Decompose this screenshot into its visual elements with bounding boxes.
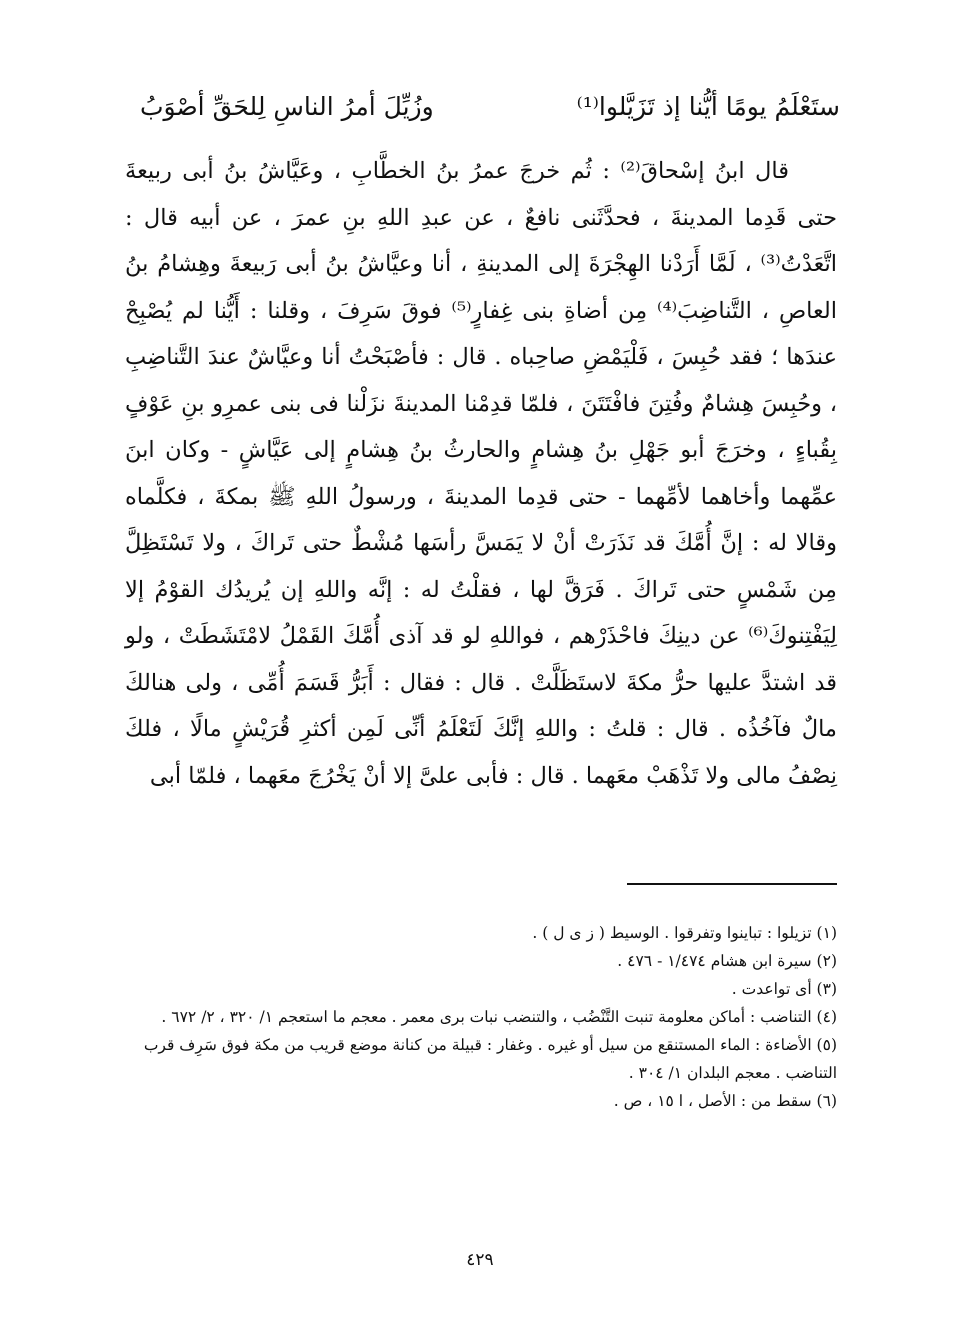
footnote-divider	[627, 883, 837, 885]
main-text	[125, 148, 837, 799]
verse-right-hemistich: ستَعْلَمُ يومًا أيُّنا إذ تَزَيَّلوا⁽¹⁾	[576, 91, 840, 121]
footnotes	[125, 919, 837, 1115]
footnote-3: (٣) أى تواعدت .	[731, 980, 837, 998]
footnote-1: (١) تزيلوا : تباينوا وتفرقوا . الوسيط ( ز ى ل ) .	[532, 924, 837, 942]
footnote-4: (٤) التناضب : أماكن معلومة تنبت التَّنْضُب ، والتنضب نبات برى معمر . معجم ما استعجم ١/ ٣٢٠ ، ٢/ ٦٧٢ .	[161, 1008, 837, 1026]
footnote-2: (٢) سيرة ابن هشام ١/٤٧٤ - ٤٧٦ .	[617, 952, 837, 970]
footnote-6: (٦) سقط من : الأصل ، ا ١٥ ، ص .	[613, 1092, 837, 1110]
verse-left-hemistich: وزُيِّلَ أمرُ الناسِ لِلحَقِّ أصْوَبُ	[140, 91, 434, 121]
page-number: ٤٢٩	[466, 1250, 494, 1270]
footnote-5: (٥) الأضاءة : الماء المستنقع من سيل أو غيره . وغفار : قبيلة من كنانة موضع قريب من مكة فوق سَرِف قرب التناضب . معجم البلدان ١/ ٣٠٤ .	[143, 1036, 837, 1082]
body-paragraph: قال ابنُ إسْحاقَ⁽²⁾ : ثُم خرجَ عمرُ بنُ الخطَّابِ ، وعَيَّاشُ بنُ أبى ربيعةَ حتى قَدِما المدينةَ ، فحدَّثَنى نافعٌ ، عن عبدِ اللهِ بنِ عمرَ ، عن أبيه قال : اتَّعَدْتُ⁽³⁾ ، لَمَّا أَرَدْنا الهِجْرَةَ إلى المدينةِ ، أنا وعيَّاشُ بنُ أبى رَبيعةَ وهِشامُ بنُ العاصِ ، التَّناضِبَ⁽⁴⁾ مِن أضاةِ بنى غِفارٍ⁽⁵⁾ فوقَ سَرِفَ ، وقلنا : أَيُّنا لم يُصْبِحْ عندَها ؛ فقد حُبِسَ ، فَلْيَمْضِ صاحِباه . قال : فأصْبَحْتُ أنا وعيَّاشٌ عندَ التَّناضِبِ ، وحُبِسَ هِشامٌ وفُتِنَ فافْتَتَنَ ، فلمّا قدِمْنا المدينةَ نزَلْنا فى بنى عمرِو بنِ عَوْفٍ بِقُباءٍ ، وخرَجَ أبو جَهْلِ بنُ هِشامٍ والحارثُ بنُ هِشامٍ إلى عَيَّاشٍ - وكان ابنَ عمِّهما وأخاهما لأمِّهما - حتى قدِما المدينةَ ، ورسولُ اللهِ ﷺ بمكةَ ، فكلَّماه وقالا له : إنَّ أُمَّكَ قد نَذَرَتْ أنْ لا يَمَسَّ رأسَها مُشْطٌ حتى تَراكَ ، ولا تَسْتَظِلَّ مِن شَمْسٍ حتى تَراكَ . فَرَقَّ لها ، فقلْتُ له : إنَّه واللهِ إن يُريدُك القوْمُ إلا لِيَفْتِنوكَ⁽⁶⁾ عن دينِكَ فاحْذَرْهم ، فواللهِ لو قد آذى أُمَّكَ القَمْلُ لامْتَشَطَتْ ، ولو قد اشتدَّ عليها حرُّ مكةَ لاستَظَلَّتْ . قال : فقال : أَبَرُّ قَسَمَ أُمِّى ، ولى هنالكَ مالٌ فآخُذُه . قال : قلتُ : واللهِ إنَّكَ لَتَعْلَمُ أنِّى لَمِن أكثرِ قُرَيْشٍ مالًا ، فلكَ نِصْفُ مالى ولا تَذْهَبْ معَهما . قال : فأبى علىَّ إلا أنْ يَخْرُجَ معَهما ، فلمّا أبى	[125, 158, 837, 789]
poetry-verse	[140, 84, 840, 128]
